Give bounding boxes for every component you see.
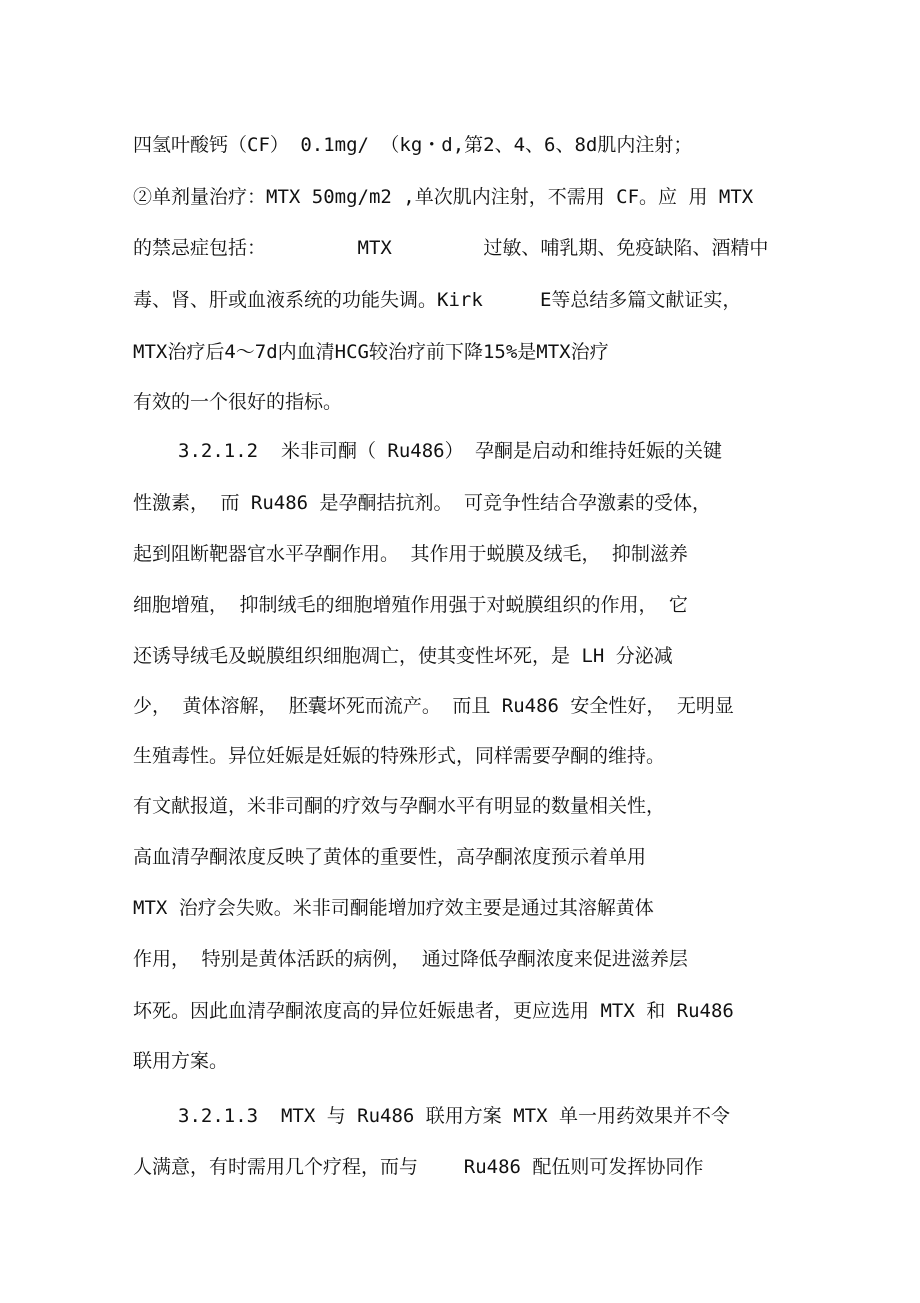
text-line: 毒、肾、肝或血液系统的功能失调。Kirk E等总结多篇文献证实， bbox=[133, 289, 742, 311]
text-line: 性激素， 而 Ru486 是孕酮拮抗剂。 可竞争性结合孕激素的受体， bbox=[133, 492, 711, 514]
text-line: 生殖毒性。异位妊娠是妊娠的特殊形式，同样需要孕酮的维持。 bbox=[133, 745, 666, 767]
text-line: 的禁忌症包括： MTX 过敏、哺乳期、免疫缺陷、酒精中 bbox=[133, 237, 769, 259]
text-line: 坏死。因此血清孕酮浓度高的异位妊娠患者，更应选用 MTX 和 Ru486 bbox=[133, 1000, 734, 1022]
text-line: ②单剂量治疗：MTX 50mg/m2 ,单次肌内注射，不需用 CF。应 用 MTX bbox=[133, 186, 754, 208]
text-line: 联用方案。 bbox=[133, 1050, 229, 1072]
text-line: 还诱导绒毛及蜕膜组织细胞凋亡，使其变性坏死，是 LH 分泌减 bbox=[133, 645, 673, 667]
text-line: 细胞增殖， 抑制绒毛的细胞增殖作用强于对蜕膜组织的作用， 它 bbox=[133, 594, 688, 616]
section-heading-3-2-1-2: 3.2.1.2 米非司酮（ Ru486） 孕酮是启动和维持妊娠的关键 bbox=[178, 440, 723, 462]
text-line: 有效的一个很好的指标。 bbox=[133, 391, 343, 413]
text-line: 少， 黄体溶解， 胚囊坏死而流产。 而且 Ru486 安全性好， 无明显 bbox=[133, 695, 734, 717]
section-heading-3-2-1-3: 3.2.1.3 MTX 与 Ru486 联用方案 MTX 单一用药效果并不令 bbox=[178, 1105, 730, 1127]
text-line: MTX治疗后4～7d内血清HCG较治疗前下降15%是MTX治疗 bbox=[133, 341, 609, 363]
text-line: 作用， 特别是黄体活跃的病例， 通过降低孕酮浓度来促进滋养层 bbox=[133, 948, 688, 970]
text-line: 高血清孕酮浓度反映了黄体的重要性，高孕酮浓度预示着单用 bbox=[133, 846, 647, 868]
text-line: 四氢叶酸钙（CF） 0.1mg/ （kg・d,第2、4、6、8d肌内注射； bbox=[133, 134, 693, 156]
text-line: MTX 治疗会失败。米非司酮能增加疗效主要是通过其溶解黄体 bbox=[133, 897, 654, 919]
text-line: 起到阻断靶器官水平孕酮作用。 其作用于蜕膜及绒毛， 抑制滋养 bbox=[133, 543, 688, 565]
text-line: 人满意，有时需用几个疗程，而与 Ru486 配伍则可发挥协同作 bbox=[133, 1156, 704, 1178]
text-line: 有文献报道，米非司酮的疗效与孕酮水平有明显的数量相关性， bbox=[133, 795, 666, 817]
